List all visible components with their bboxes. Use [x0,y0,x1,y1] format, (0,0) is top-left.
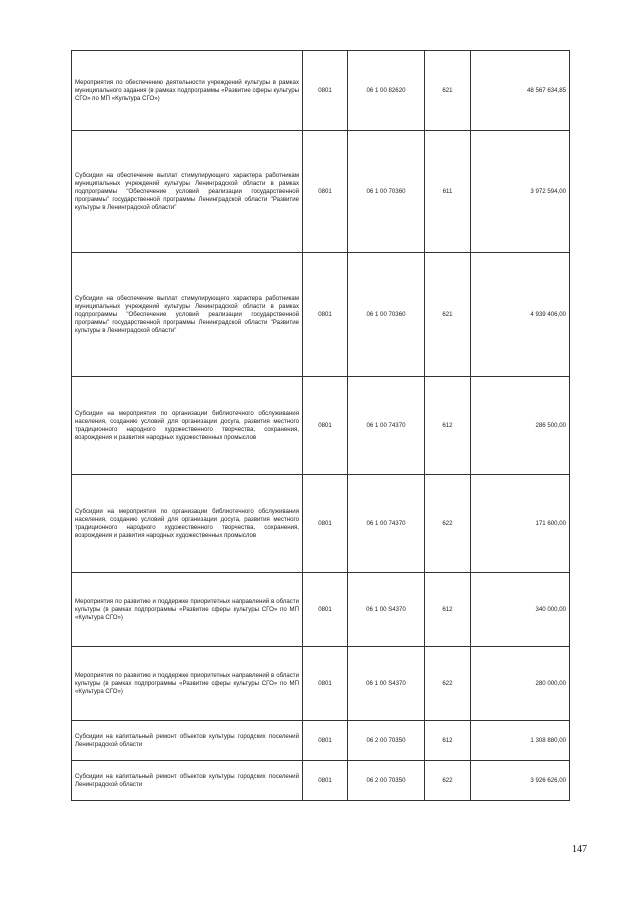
row-expense-type: 622 [425,647,471,721]
row-target-code: 06 1 00 S4370 [348,573,425,647]
budget-table [71,50,570,801]
row-amount: 171 600,00 [471,475,570,573]
row-target-code: 06 1 00 70360 [348,131,425,253]
row-section-code: 0801 [303,573,348,647]
row-amount: 280 000,00 [471,647,570,721]
row-amount: 48 567 634,85 [471,51,570,131]
table-row [72,475,570,573]
row-amount: 3 972 594,00 [471,131,570,253]
table-row [72,573,570,647]
table-row [72,377,570,475]
row-amount: 286 500,00 [471,377,570,475]
row-expense-type: 621 [425,253,471,377]
row-section-code: 0801 [303,253,348,377]
row-expense-type: 622 [425,475,471,573]
row-section-code: 0801 [303,131,348,253]
row-amount: 4 939 406,00 [471,253,570,377]
row-description: Субсидии на капитальный ремонт объектов культуры городских поселений Ленинградской области [72,761,303,801]
table-row [72,253,570,377]
row-expense-type: 621 [425,51,471,131]
row-description: Субсидии на мероприятия по организации библиотечного обслуживания населения, созданию условий для организации досуга, развития местного традиционного народного художественного творчества, сохранения, возрождения и развития народных художественных промыслов [72,475,303,573]
row-description: Субсидии на капитальный ремонт объектов культуры городских поселений Ленинградской области [72,721,303,761]
table-row [72,131,570,253]
row-section-code: 0801 [303,721,348,761]
row-expense-type: 612 [425,721,471,761]
row-description: Субсидии на обеспечение выплат стимулирующего характера работникам муниципальных учреждений культуры Ленинградской области в рамках подпрограммы "Обеспечение условий реализации государственной программы" государственной программы Ленинградской области "Развитие культуры в Ленинградской области" [72,131,303,253]
row-expense-type: 612 [425,573,471,647]
row-section-code: 0801 [303,761,348,801]
row-expense-type: 622 [425,761,471,801]
table-row [72,721,570,761]
row-section-code: 0801 [303,475,348,573]
row-target-code: 06 2 00 70350 [348,761,425,801]
row-target-code: 06 1 00 70360 [348,253,425,377]
row-target-code: 06 1 00 82620 [348,51,425,131]
row-section-code: 0801 [303,647,348,721]
row-target-code: 06 1 00 S4370 [348,647,425,721]
table-row [72,761,570,801]
row-section-code: 0801 [303,377,348,475]
table-row [72,51,570,131]
row-expense-type: 612 [425,377,471,475]
row-target-code: 06 1 00 74370 [348,377,425,475]
row-description: Субсидии на мероприятия по организации библиотечного обслуживания населения, созданию условий для организации досуга, развития местного традиционного народного художественного творчества, сохранения, возрождения и развития народных художественных промыслов [72,377,303,475]
row-expense-type: 611 [425,131,471,253]
row-amount: 1 308 880,00 [471,721,570,761]
page-number: 147 [572,844,587,855]
row-target-code: 06 1 00 74370 [348,475,425,573]
table-row [72,647,570,721]
row-section-code: 0801 [303,51,348,131]
row-description: Субсидии на обеспечение выплат стимулирующего характера работникам муниципальных учреждений культуры Ленинградской области в рамках подпрограммы "Обеспечение условий реализации государственной программы" государственной программы Ленинградской области "Развитие культуры в Ленинградской области" [72,253,303,377]
row-amount: 340 000,00 [471,573,570,647]
row-target-code: 06 2 00 70350 [348,721,425,761]
row-description: Мероприятия по развитию и поддержке приоритетных направлений в области культуры (в рамках подпрограммы «Развитие сферы культуры СГО» по МП «Культура СГО») [72,573,303,647]
row-description: Мероприятия по развитию и поддержке приоритетных направлений в области культуры (в рамках подпрограммы «Развитие сферы культуры СГО» по МП «Культура СГО») [72,647,303,721]
row-amount: 3 926 626,00 [471,761,570,801]
row-description: Мероприятия по обеспечению деятельности учреждений культуры в рамках муниципального задания (в рамках подпрограммы «Развитие сферы культуры СГО» по МП «Культура СГО») [72,51,303,131]
